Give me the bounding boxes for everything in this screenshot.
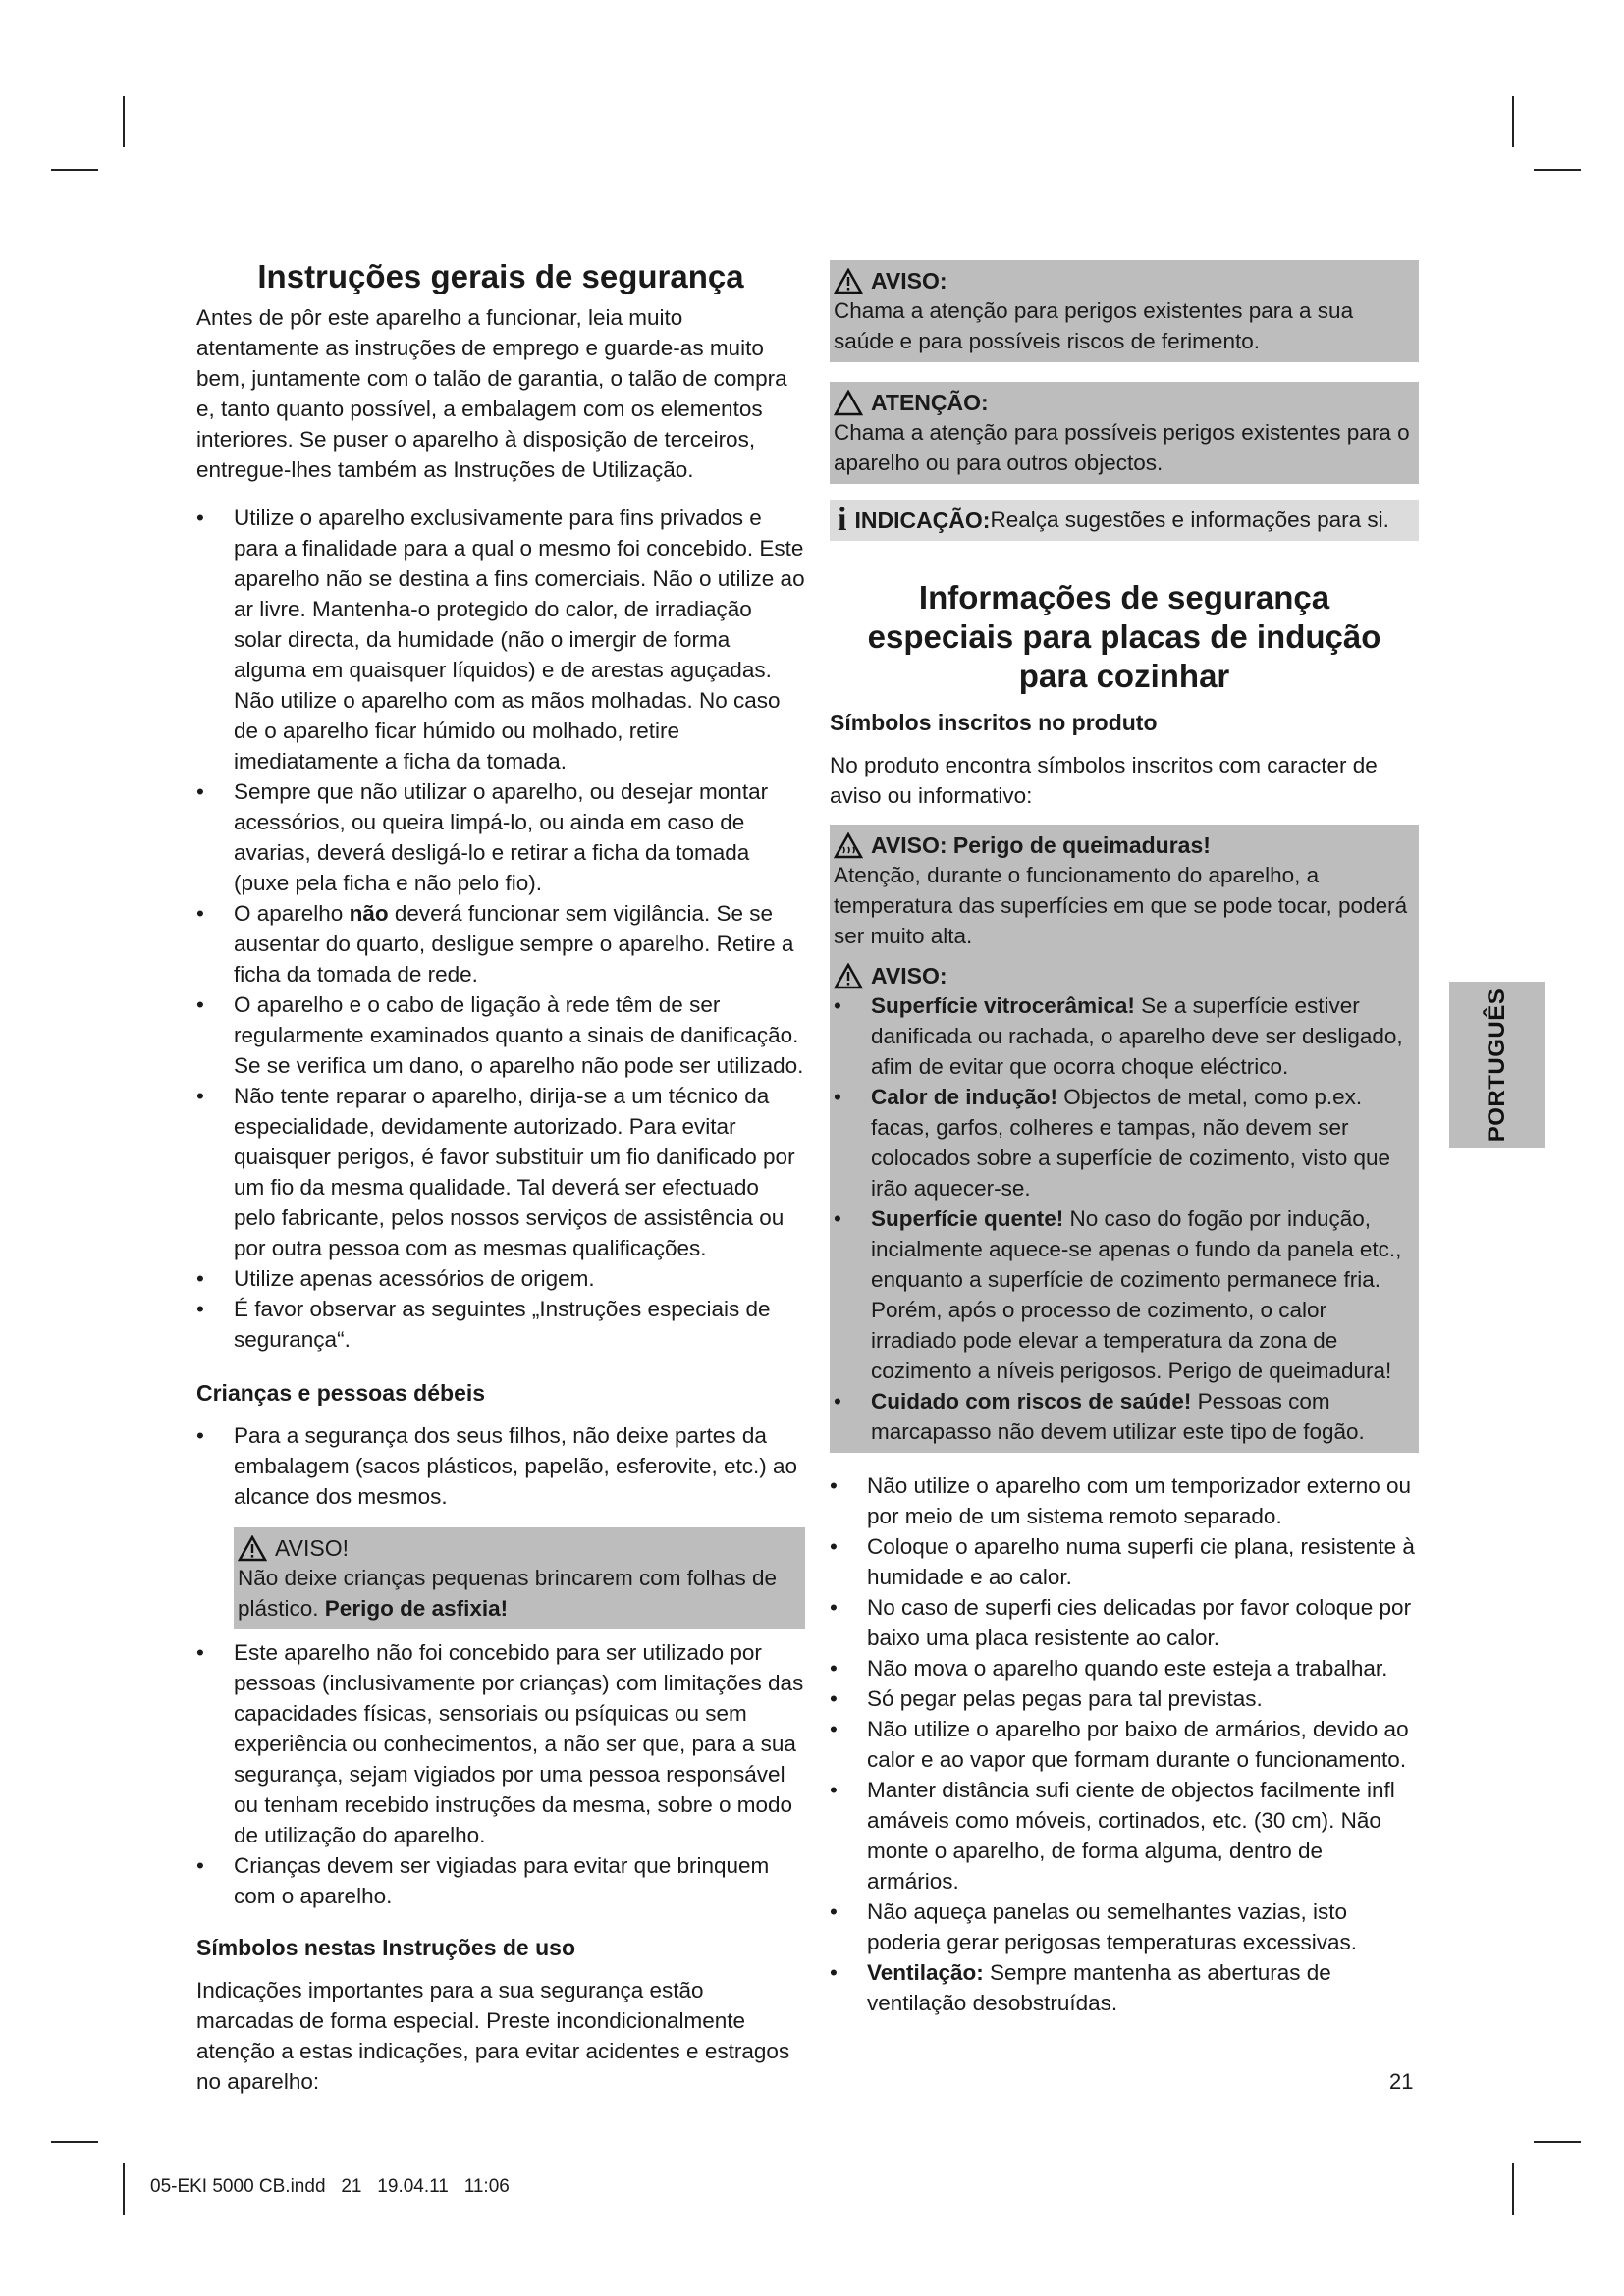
crop-mark bbox=[1512, 2163, 1514, 2215]
symbols-heading: Símbolos nestas Instruções de uso bbox=[196, 1935, 575, 1960]
list-item: • É favor observar as seguintes „Instruções especiais de segurança“. bbox=[196, 1294, 805, 1355]
info-icon: i bbox=[838, 502, 847, 538]
indicacao-box bbox=[830, 500, 1419, 541]
hot-surface-icon bbox=[834, 832, 863, 859]
list-item: • O aparelho e o cabo de ligação à rede têm de ser regularmente examinados quanto a sinais de danificação. Se se verifica um dano, o aparelho não pode ser utilizado. bbox=[196, 989, 805, 1081]
aviso2-label: AVISO: bbox=[871, 963, 947, 988]
list-item: • Calor de indução! Objectos de metal, como p.ex. facas, garfos, colheres e tampas, não devem ser colocados sobre a superfície de cozimento, visto que irão aquecer-se. bbox=[834, 1082, 1415, 1203]
list-item: • Não aqueça panelas ou semelhantes vazias, isto poderia gerar perigosas temperaturas excessivas. bbox=[830, 1896, 1419, 1957]
list-item: • Sempre que não utilizar o aparelho, ou desejar montar acessórios, ou queira limpá-lo, ou ainda em caso de avarias, deverá desligá-lo e retirar a ficha da tomada (puxe pela ficha e não pelo fio). bbox=[196, 776, 805, 898]
induction-title: Informações de segurança especiais para placas de indução para cozinhar bbox=[867, 579, 1381, 694]
language-tab bbox=[1449, 982, 1545, 1148]
list-item: • Coloque o aparelho numa superfi cie plana, resistente à humidade e ao calor. bbox=[830, 1531, 1419, 1592]
atencao-box bbox=[830, 382, 1419, 484]
list-item: • Só pegar pelas pegas para tal previstas. bbox=[830, 1683, 1419, 1714]
children-list bbox=[196, 1420, 805, 1512]
list-item: • Este aparelho não foi concebido para ser utilizado por pessoas (inclusivamente por crianças) com limitações das capacidades físicas, sensoriais ou psíquicas ou sem experiência ou conhecimentos, a não ser que, para a sua segurança, sejam vigiados por uma pessoa responsável ou tenham recebido instruções da mesma, sobre o modo de utilização do aparelho. bbox=[196, 1637, 805, 1850]
burn-text: Atenção, durante o funcionamento do aparelho, a temperatura das superfícies em que se pode tocar, poderá ser muito alta. bbox=[834, 863, 1408, 948]
product-symbols-heading: Símbolos inscritos no produto bbox=[830, 710, 1158, 735]
warning-triangle-icon bbox=[238, 1535, 267, 1562]
list-item: • Superfície quente! No caso do fogão por indução, incialmente aquece-se apenas o fundo da panela etc., enquanto a superfície de cozimento permanece fria. Porém, após o processo de cozimento, o calor irradiado pode elevar a temperatura da zona de cozimento a níveis perigosos. Perigo de queimadura! bbox=[834, 1203, 1415, 1386]
print-footer: 05-EKI 5000 CB.indd 21 19.04.11 11:06 bbox=[150, 2176, 510, 2197]
list-item: • Ventilação: Sempre mantenha as aberturas de ventilação desobstruídas. bbox=[830, 1957, 1419, 2018]
list-item: • O aparelho não deverá funcionar sem vigilância. Se se ausentar do quarto, desligue sempre o aparelho. Retire a ficha da tomada de rede. bbox=[196, 898, 805, 989]
list-item: • Não tente reparar o aparelho, dirija-se a um técnico da especialidade, devidamente autorizado. Para evitar quaisquer perigos, é favor substituir um fio danificado por um fio da mesma qualidade. Tal deverá ser efectuado pelo fabricante, pelos nossos serviços de assistência ou por outra pessoa com as mesmas qualificações. bbox=[196, 1081, 805, 1263]
language-tab-label: PORTUGUÊS bbox=[1484, 988, 1510, 1143]
list-item: • Cuidado com riscos de saúde! Pessoas com marcapasso não devem utilizar este tipo de fogão. bbox=[834, 1386, 1415, 1447]
intro-paragraph: Antes de pôr este aparelho a funcionar, leia muito atentamente as instruções de emprego e guarde-as muito bem, juntamente com o talão de garantia, o talão de compra e, tanto quanto possível, a embalagem com os elementos interiores. Se puser o aparelho à disposição de terceiros, entregue-lhes também as Instruções de Utilização. bbox=[196, 305, 787, 482]
crop-mark bbox=[51, 2141, 98, 2143]
list-item: • No caso de superfi cies delicadas por favor coloque por baixo uma placa resistente ao calor. bbox=[830, 1592, 1419, 1653]
crop-mark bbox=[123, 2163, 125, 2215]
warning-text: Não deixe crianças pequenas brincarem com folhas de plástico. Perigo de asfixia! bbox=[238, 1566, 778, 1621]
caution-triangle-icon bbox=[834, 390, 863, 416]
atencao-text: Chama a atenção para possíveis perigos existentes para o aparelho ou para outros objectos. bbox=[834, 420, 1410, 475]
warning-heading: AVISO! bbox=[238, 1533, 801, 1563]
indicacao-label: INDICAÇÃO: bbox=[854, 507, 991, 533]
crop-mark bbox=[51, 169, 98, 171]
aviso2-list bbox=[834, 990, 1415, 1447]
aviso-box bbox=[830, 260, 1419, 362]
section-title: Instruções gerais de segurança bbox=[257, 258, 744, 294]
indicacao-text: Realça sugestões e informações para si. bbox=[990, 507, 1389, 532]
list-item: • Para a segurança dos seus filhos, não deixe partes da embalagem (sacos plásticos, papelão, esferovite, etc.) ao alcance dos mesmos. bbox=[196, 1420, 805, 1512]
list-item: • Utilize o aparelho exclusivamente para fins privados e para a finalidade para a qual o mesmo foi concebido. Este aparelho não se destina a fins comerciais. Não o utilize ao ar livre. Mantenha-o protegido do calor, de irradiação solar directa, da humidade (não o imergir de forma alguma em quaisquer líquidos) e de arestas aguçadas. Não utilize o aparelho com as mãos molhadas. No caso de o aparelho ficar húmido ou molhado, retire imediatamente a ficha da tomada. bbox=[196, 503, 805, 776]
warning-box bbox=[234, 1527, 805, 1629]
crop-mark bbox=[1534, 169, 1581, 171]
induction-list bbox=[830, 1470, 1419, 2018]
list-item: • Utilize apenas acessórios de origem. bbox=[196, 1263, 805, 1294]
list-item: • Não mova o aparelho quando este esteja a trabalhar. bbox=[830, 1653, 1419, 1683]
children-heading: Crianças e pessoas débeis bbox=[196, 1380, 486, 1406]
list-item: • Crianças devem ser vigiadas para evitar que brinquem com o aparelho. bbox=[196, 1850, 805, 1911]
left-column bbox=[196, 257, 805, 2097]
burn-warning-box bbox=[830, 825, 1419, 1453]
crop-mark bbox=[1512, 96, 1514, 147]
aviso-text: Chama a atenção para perigos existentes para a sua saúde e para possíveis riscos de ferimento. bbox=[834, 298, 1354, 353]
list-item: • Superfície vitrocerâmica! Se a superfície estiver danificada ou rachada, o aparelho deve ser desligado, afim de evitar que ocorra choque eléctrico. bbox=[834, 990, 1415, 1082]
product-symbols-paragraph: No produto encontra símbolos inscritos com caracter de aviso ou informativo: bbox=[830, 753, 1378, 808]
crop-mark bbox=[123, 96, 125, 147]
right-column bbox=[830, 260, 1419, 2018]
burn-label: AVISO: Perigo de queimaduras! bbox=[871, 832, 1211, 858]
atencao-label: ATENÇÃO: bbox=[871, 390, 989, 415]
warning-triangle-icon bbox=[834, 963, 863, 989]
children-list-2 bbox=[196, 1637, 805, 1911]
symbols-paragraph: Indicações importantes para a sua segurança estão marcadas de forma especial. Preste incondicionalmente atenção a estas indicações, para evitar acidentes e estragos no aparelho: bbox=[196, 1978, 790, 2094]
list-item: • Não utilize o aparelho com um temporizador externo ou por meio de um sistema remoto separado. bbox=[830, 1470, 1419, 1531]
page-number: 21 bbox=[1389, 2069, 1414, 2094]
list-item: • Manter distância sufi ciente de objectos facilmente infl amáveis como móveis, cortinados, etc. (30 cm). Não monte o aparelho, de forma alguma, dentro de armários. bbox=[830, 1775, 1419, 1896]
list-item: • Não utilize o aparelho por baixo de armários, devido ao calor e ao vapor que formam durante o funcionamento. bbox=[830, 1714, 1419, 1775]
aviso-label: AVISO: bbox=[871, 268, 947, 294]
crop-mark bbox=[1534, 2141, 1581, 2143]
warning-triangle-icon bbox=[834, 268, 863, 294]
safety-list bbox=[196, 503, 805, 1355]
